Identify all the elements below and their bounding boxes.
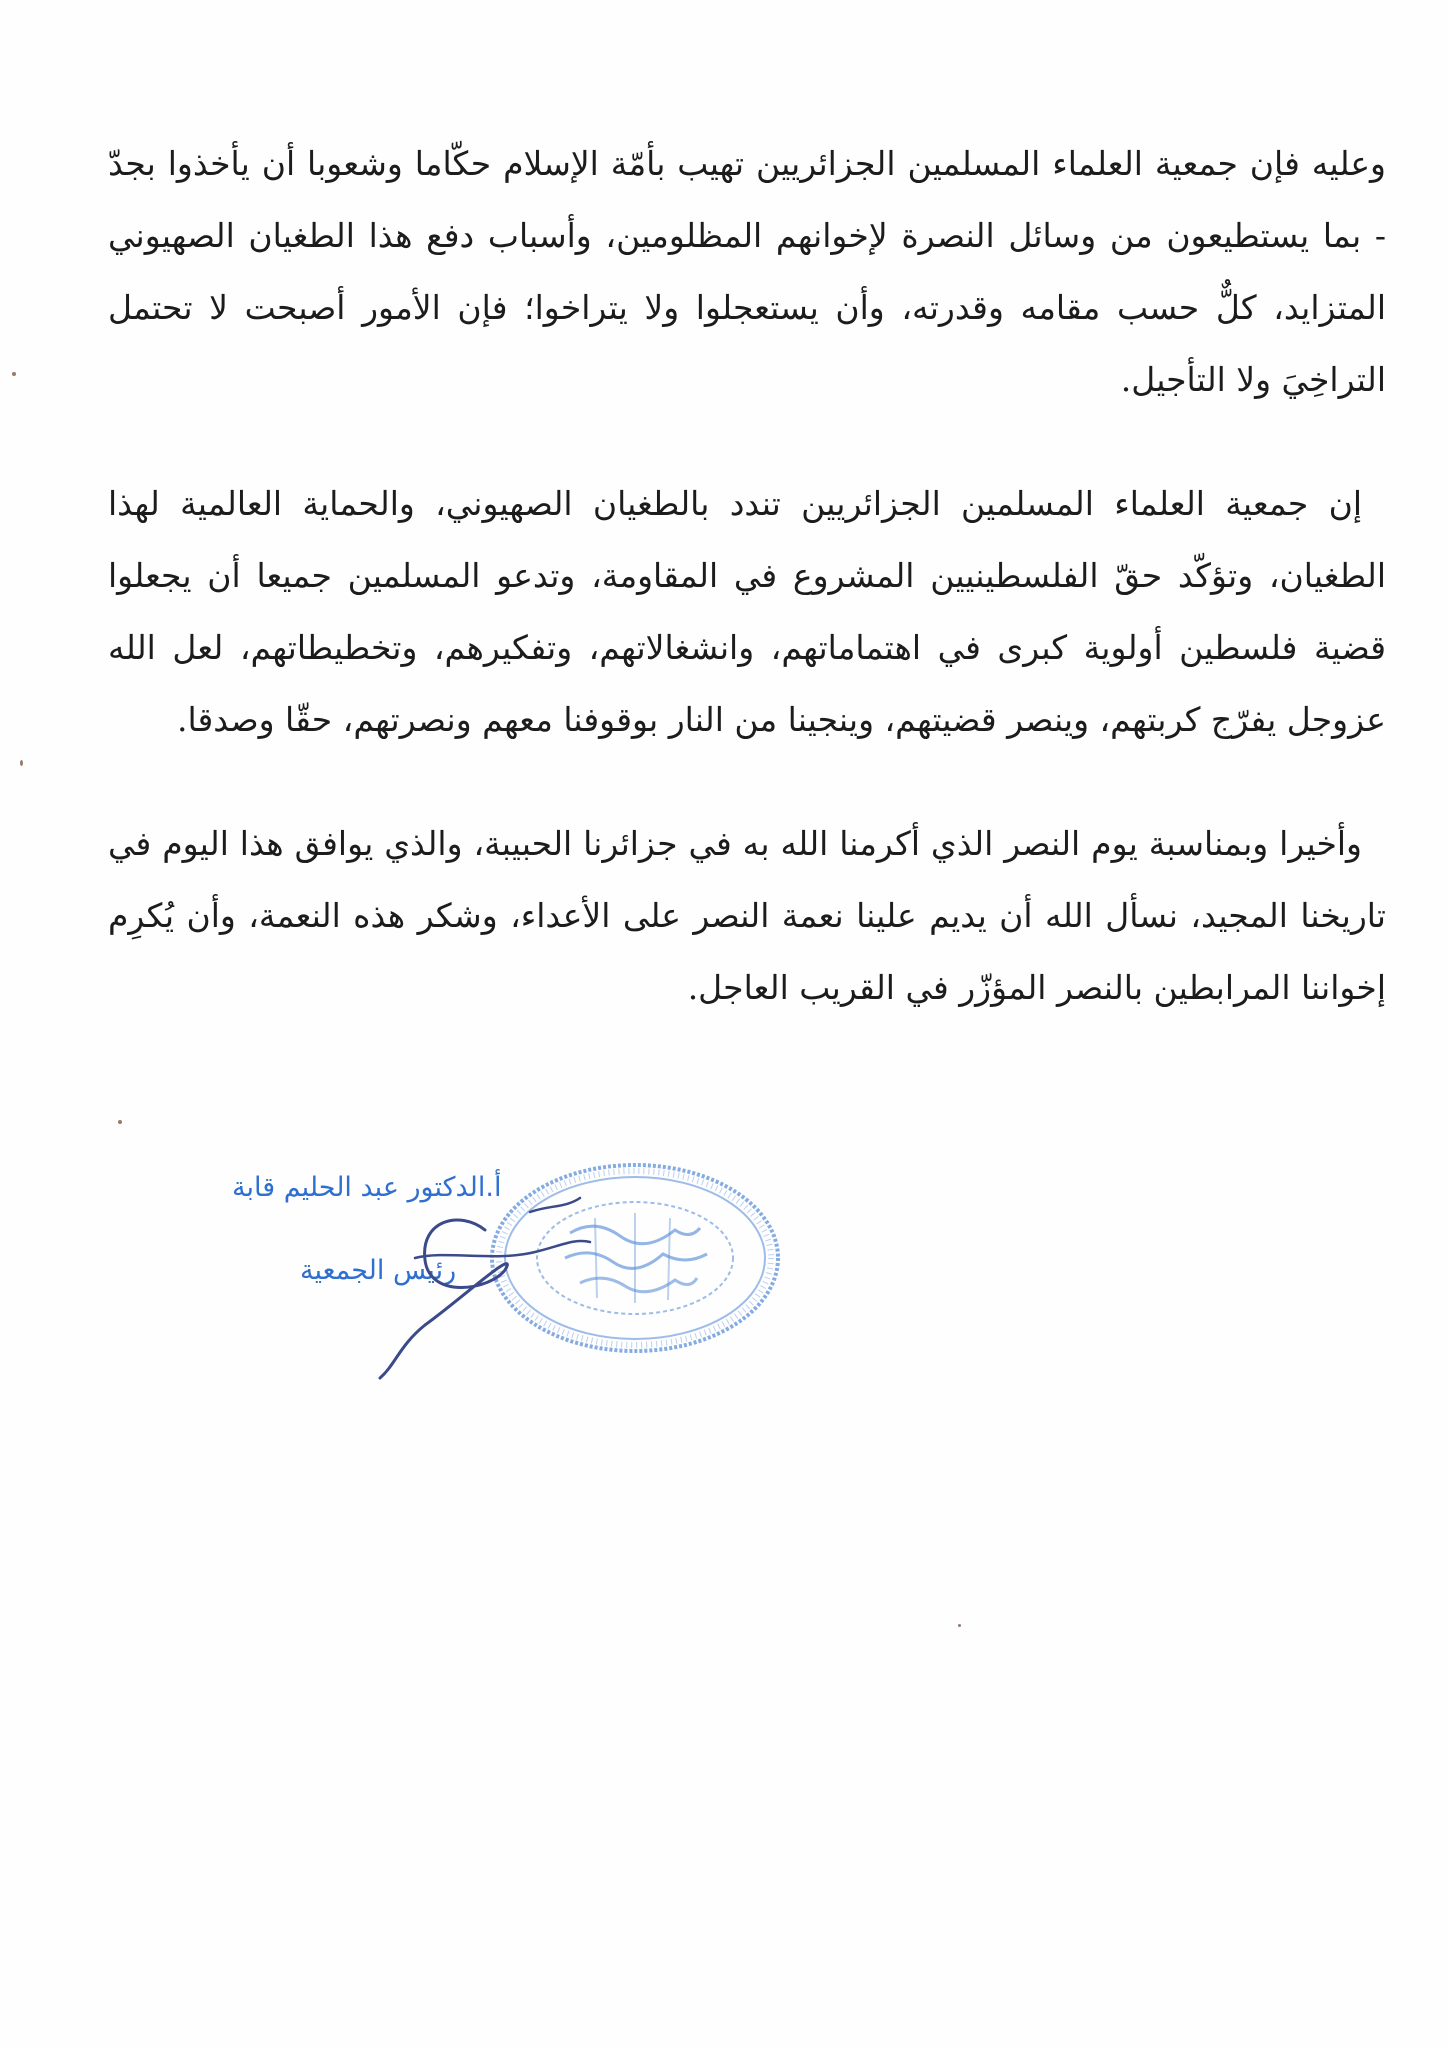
signature-block xyxy=(220,1150,820,1380)
paper-speck xyxy=(118,1120,122,1124)
paragraph-condemnation: إن جمعية العلماء المسلمين الجزائريين تندد بالطغيان الصهيوني، والحماية العالمية لهذا الطغيان، وتؤكّد حقّ الفلسطينيين المشروع في المقاومة، وتدعو المسلمين جميعا أن يجعلوا قضية فلسطين أولوية كبرى في اهتماماتهم، وانشغالاتهم، وتفكيرهم، وتخطيطاتهم، لعل الله عزوجل يفرّج كربتهم، وينصر قضيتهم، وينجينا من النار بوقوفنا معهم ونصرتهم، حقّا وصدقا. xyxy=(108,484,1386,739)
signatory-name: أ.الدكتور عبد الحليم قابة xyxy=(232,1172,502,1203)
signatory-title: رئيس الجمعية xyxy=(300,1255,457,1286)
paragraph-victory-day: وأخيرا وبمناسبة يوم النصر الذي أكرمنا الله به في جزائرنا الحبيبة، والذي يوافق هذا اليوم في تاريخنا المجيد، نسأل الله أن يديم علينا نعمة النصر على الأعداء، وشكر هذه النعمة، وأن يُكرِم إخواننا المرابطين بالنصر المؤزّر في القريب العاجل. xyxy=(108,824,1386,1007)
letter-body xyxy=(108,128,1386,1076)
paper-speck xyxy=(12,372,16,376)
handwritten-signature-icon xyxy=(220,1150,820,1380)
paragraph-call-to-action: وعليه فإن جمعية العلماء المسلمين الجزائريين تهيب بأمّة الإسلام حكّاما وشعوبا أن يأخذوا بجدّ - بما يستطيعون من وسائل النصرة لإخوانهم المظلومين، وأسباب دفع هذا الطغيان الصهيوني المتزايد، كلٌّ حسب مقامه وقدرته، وأن يستعجلوا ولا يتراخوا؛ فإن الأمور أصبحت لا تحتمل التراخِيَ ولا التأجيل. xyxy=(108,144,1386,399)
paper-speck xyxy=(20,760,23,766)
paper-speck xyxy=(958,1624,961,1627)
